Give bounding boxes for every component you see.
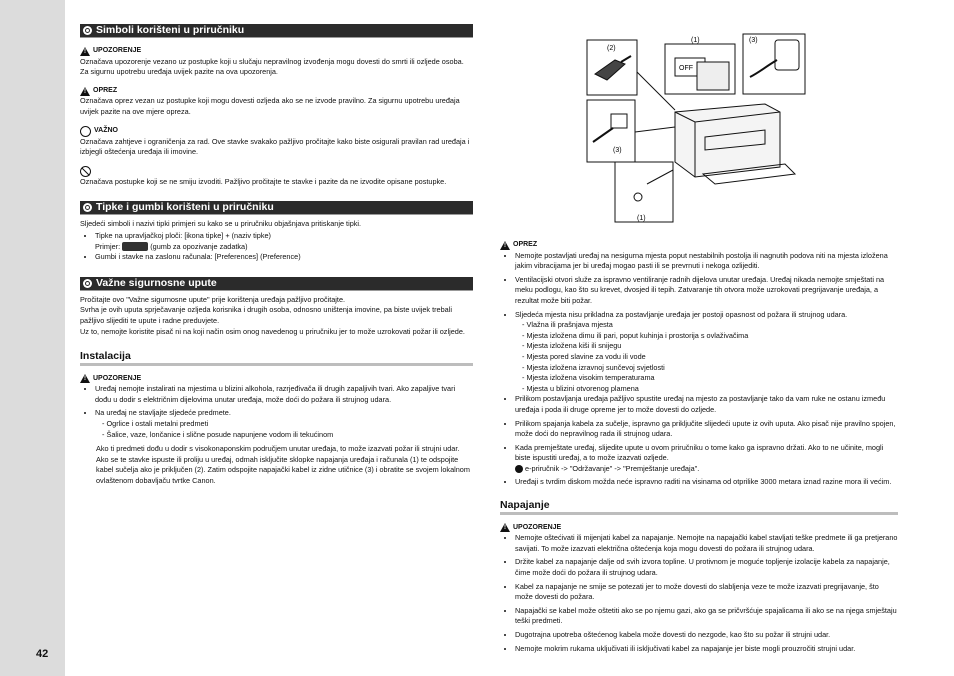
prohibited-icon [80,166,91,177]
section-header-safety: Važne sigurnosne upute [80,277,473,291]
stop-key-icon [122,242,148,251]
caution-tag: ! OPREZ [80,86,473,97]
warning-icon: ! [500,523,510,532]
list-item: - Mjesta izložena visokim temperaturama [522,373,898,384]
list-item: • Dugotrajna upotreba oštećenog kabela može dovesti do nezgode, kao što su požar ili strujni udar. [515,630,898,641]
subsection-title-power: Napajanje [500,500,898,515]
printer-illustration [585,32,910,232]
warning-tag: ! UPOZORENJE [500,523,898,534]
list-item: - Mjesta izložena kiši ili snijegu [522,341,898,352]
list-item: - Vlažna ili prašnjava mjesta [522,320,898,331]
installation-paragraph: Ako ti predmeti dođu u dodir s visokonaponskim područjem unutar uređaja, to može izazvati požar ili strujni udar. Ako se te stavke ispuste ili proliju u uređaj, odmah isključite sklopke napajanja uređaja i računala (1) te odspojite kabel sučelja ako je priključen (2). Zatim odspojite napajački kabel iz zidne utičnice (3) i obratite se svojem lokalnom ovlaštenom dobavljaču tvrtke Canon. [96,444,470,486]
list-item: • Prilikom spajanja kabela za sučelje, ispravno ga priključite slijedeći upute iz ovih uputa. Ako pisač nije pravilno spojen, može doći do nepravilnog rada ili strujnog udara. [515,419,898,440]
list-item: - Mjesta izložena izravnoj sunčevoj svjetlosti [522,363,898,374]
caution-description: Označava oprez vezan uz postupke koji mogu dovesti ozljeda ako se ne izvode pravilno. Za sigurnu upotrebu uređaja uvijek pazite na ove mjere opreza. [80,96,460,116]
warning-icon: ! [80,374,90,383]
section-header-keys: Tipke i gumbi korišteni u priručniku [80,201,473,215]
safety-paragraph: Pročitajte ovo "Važne sigurnosne upute" prije korištenja uređaja pažljivo pročitajte. [80,294,346,304]
safety-paragraph: Uz to, nemojte koristite pisač ni na koji način osim onog navedenog u priručniku jer to može uzrokovati požar ili ozljede. [80,326,465,336]
left-column [80,24,473,487]
callout-label: (3) [749,37,758,44]
important-description: Označava zahtjeve i ograničenja za rad. Ove stavke svakako pažljivo pročitajte kako biste osigurali pravilan rad uređaja i izbjegli oštećenja uređaja ili imovine. [80,136,470,157]
list-item: - Mjesta pored slavine za vodu ili vode [522,352,898,363]
section-bullet-icon [83,26,92,35]
list-item: • Uređaj nemojte instalirati na mjestima u blizini alkohola, razrjeđivača ili drugih zapaljivih tvari. Ako zapaljive tvari dođu u dodir s električnim dijelovima unutar uređaja, može doći do požara ili strujnog udara. [95,384,473,405]
page-sidebar [0,0,65,676]
list-item: • Nemojte postavljati uređaj na nesigurna mjesta poput nestabilnih postolja ili nagnutih podova niti na mjesta izložena jakim vibracijama jer bi uređaj mogao pasti ili se prevrnuti i nekoga ozlijediti. [515,251,898,272]
list-item: • Gumbi i stavke na zaslonu računala: [Preferences] (Preference) [95,252,473,263]
page-number: 42 [36,648,49,660]
list-item: • Držite kabel za napajanje dalje od svih izvora topline. U protivnom je moguće topljenje izolacije kabela za napajanje, čime može doći do požara ili strujnog udara. [515,557,898,578]
caution-icon: ! [80,87,90,96]
list-item: • Kada premještate uređaj, slijedite upute u ovom priručniku o tome kako ga ispravno držati. Ako to ne učinite, mogli biste ispustiti uređaj, a to može izazvati ozljede. e-priručnik -> "Održavanje" -> "Premještanje uređaja". [515,443,898,475]
list-item: • Sljedeća mjesta nisu prikladna za postavljanje uređaja jer postoji opasnost od požara ili strujnog udara. - Vlažna ili prašnjava mjesta - Mjesta izložena dimu ili pari, poput kuhinja i prostorija s ovlaživačima - Mjesta izložena kiši ili snijegu - Mjesta pored slavine za vodu ili vode - Mjesta izložena izravnoj sunčevoj svjetlosti - Mjesta izložena visokim temperaturama - Mjesta u blizini otvorenog plamena [515,310,898,395]
section-header-symbols: Simboli korišteni u priručniku [80,24,473,38]
callout-label: (2) [607,45,616,52]
callout-label: (3) [613,147,622,154]
keys-intro: Sljedeći simboli i nazivi tipki primjeri su kako se u priručniku objašnjava pritiskanje tipki. [80,219,362,229]
list-item: • Uređaji s tvrdim diskom možda neće ispravno raditi na visinama od otprilike 3000 metara iznad razine mora ili većim. [515,477,898,488]
list-item: • Prilikom postavljanja uređaja pažljivo spustite uređaj na mjesto za postavljanje tako da vam ruke ne ostanu između uređaja i poda ili druge opreme jer to može dovesti do ozljede. [515,394,898,415]
warning-icon: ! [80,47,90,56]
list-item: - Ogrlice i ostali metalni predmeti [102,419,473,430]
caution-tag: ! OPREZ [500,240,898,251]
caution-icon: ! [500,241,510,250]
warning-description: Označava upozorenje vezano uz postupke koji u slučaju nepravilnog izvođenja mogu dovesti do smrti ili ozljede osoba. Za sigurnu upotrebu uređaja uvijek pazite na ova upozorenja. [80,56,464,77]
prohibited-description: Označava postupke koji se ne smiju izvoditi. Pažljivo pročitajte te stavke i pazite da ne izvodite opisane postupke. [80,176,447,186]
list-item: • Nemojte mokrim rukama uključivati ili isključivati kabel za napajanje jer biste mogli prouzročiti strujni udar. [515,644,898,655]
list-item: - Mjesta u blizini otvorenog plamena [522,384,898,395]
list-item: • Kabel za napajanje ne smije se potezati jer to može dovesti do slabljenja veze te može izazvati pregrijavanje, što može dovesti do požara. [515,582,898,603]
prohibited-tag [80,166,473,177]
subsection-title-installation: Instalacija [80,351,473,366]
list-item: - Šalice, vaze, lončanice i slične posude napunjene vodom ili tekućinom [102,430,473,441]
safety-paragraph: Svrha je ovih uputa sprječavanje ozljeda korisnika i drugih osoba, odnosno uništenja imovine, pa biste uvijek trebali pažljivo slijediti te upute i radne preduvjete. [80,305,452,325]
list-item: - Mjesta izložena dimu ili pari, poput kuhinja i prostorija s ovlaživačima [522,331,898,342]
section-bullet-icon [83,203,92,212]
list-item: • Ventilacijski otvori služe za ispravno ventiliranje radnih dijelova unutar uređaja. Uređaj nikada nemojte smještati na meku podlogu, kao što su krevet, dvosjed ili tepih. Zatvaranje tih otvora može uzrokovati pregrijavanje uređaja, a rezultat može biti požar. [515,275,898,307]
e-manual-icon [515,465,523,473]
warning-tag: ! UPOZORENJE [80,374,473,385]
list-item: • Nemojte oštećivati ili mijenjati kabel za napajanje. Nemojte na napajački kabel stavljati teške predmete ili ga pretjerano savijati. To može izazvati električna oštećenja koja mogu dovesti do požara ili strujnog udara. [515,533,898,554]
off-switch-label: OFF [679,65,693,72]
section-bullet-icon [83,279,92,288]
list-item: • Na uređaj ne stavljajte sljedeće predmete. - Ogrlice i ostali metalni predmeti - Šalice, vaze, lončanice i slične posude napunjene vodom ili tekućinom [95,408,473,440]
list-item: • Tipke na upravljačkoj ploči: [ikona tipke] + (naziv tipke) Primjer: (gumb za opozivanje zadatka) [95,231,473,252]
callout-label: (1) [637,215,646,222]
warning-tag: ! UPOZORENJE [80,46,473,57]
callout-label: (1) [691,37,700,44]
list-item: • Napajački se kabel može oštetiti ako se po njemu gazi, ako ga se pričvršćuje spajalicama ili ako se na njega smještaju teški predmeti. [515,606,898,627]
important-tag: VAŽNO [80,126,473,137]
important-icon [80,126,91,137]
right-column [500,238,898,654]
